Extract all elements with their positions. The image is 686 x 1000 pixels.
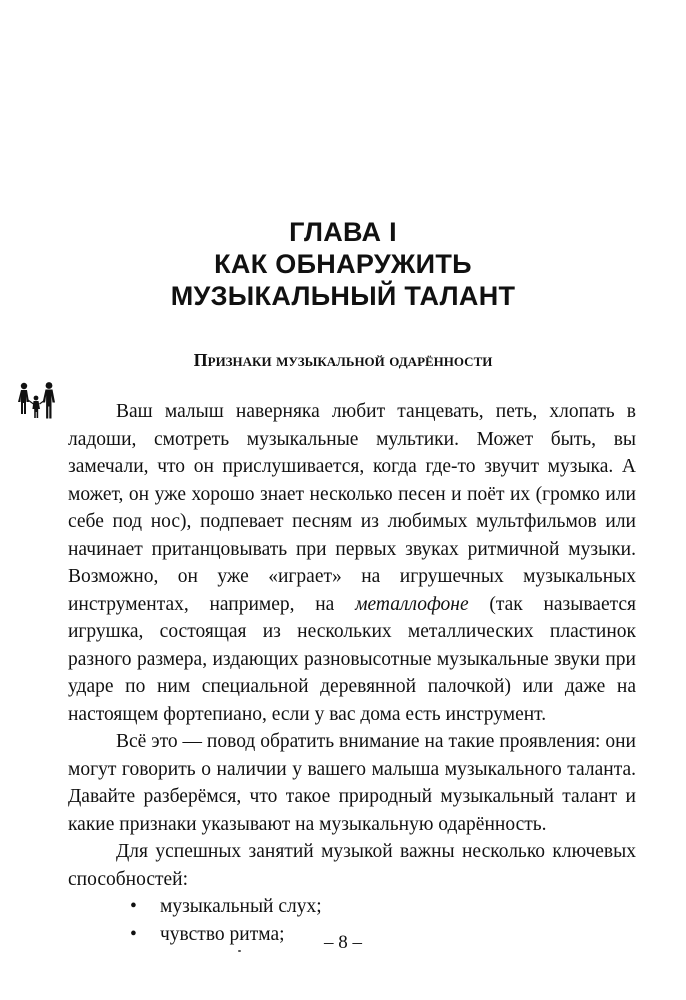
body-text	[68, 398, 636, 948]
paragraph	[68, 398, 636, 728]
chapter-number: ГЛАВА I	[289, 217, 397, 247]
chapter-heading	[0, 216, 686, 312]
page-number: – 8 –	[324, 932, 362, 953]
section-title: Признаки музыкальной одарённости	[193, 350, 493, 370]
print-speck	[238, 950, 241, 952]
list-item	[68, 893, 636, 921]
paragraph-text: (так называется игрушка, состоящая из нескольких металлических пластинок разного размера, издающих разновысотные музыкальные звуки при ударе по ним специальной деревянной палочкой) или даже на настоящем фортепиано, если у вас дома есть инструмент.	[68, 593, 636, 725]
chapter-title-line-2: МУЗЫКАЛЬНЫЙ ТАЛАНТ	[170, 281, 516, 311]
bullet-icon: •	[130, 896, 137, 917]
paragraph-text: Ваш малыш наверняка любит танцевать, петь, хлопать в ладоши, смотреть музыкальные мультики. Может быть, вы замечали, что он прислушивается, когда где-то звучит музыка. А может, он уже хорошо знает несколько песен и поёт их (громко или себе под нос), подпевает песням из любимых мультфильмов или начинает пританцовывать при первых звуках ритмичной музыки. Возможно, он уже «играет» на игрушечных музыкальных инструментах, например, на	[68, 401, 636, 615]
family-icon	[17, 382, 57, 420]
italic-term: металлофоне	[355, 593, 469, 615]
list-item-text: музыкальный слух;	[160, 896, 322, 917]
paragraph: Всё это — повод обратить внимание на такие проявления: они могут говорить о наличии у вашего малыша музыкального таланта. Давайте разберёмся, что такое природный музыкальный талант и какие признаки указывают на музыкальную одарённость.	[68, 731, 636, 835]
list-item-text: чувство ритма;	[160, 923, 285, 945]
bullet-icon: •	[130, 923, 137, 945]
chapter-title-line-1: КАК ОБНАРУЖИТЬ	[214, 249, 472, 279]
paragraph: Для успешных занятий музыкой важны несколько ключевых способностей:	[68, 841, 636, 890]
